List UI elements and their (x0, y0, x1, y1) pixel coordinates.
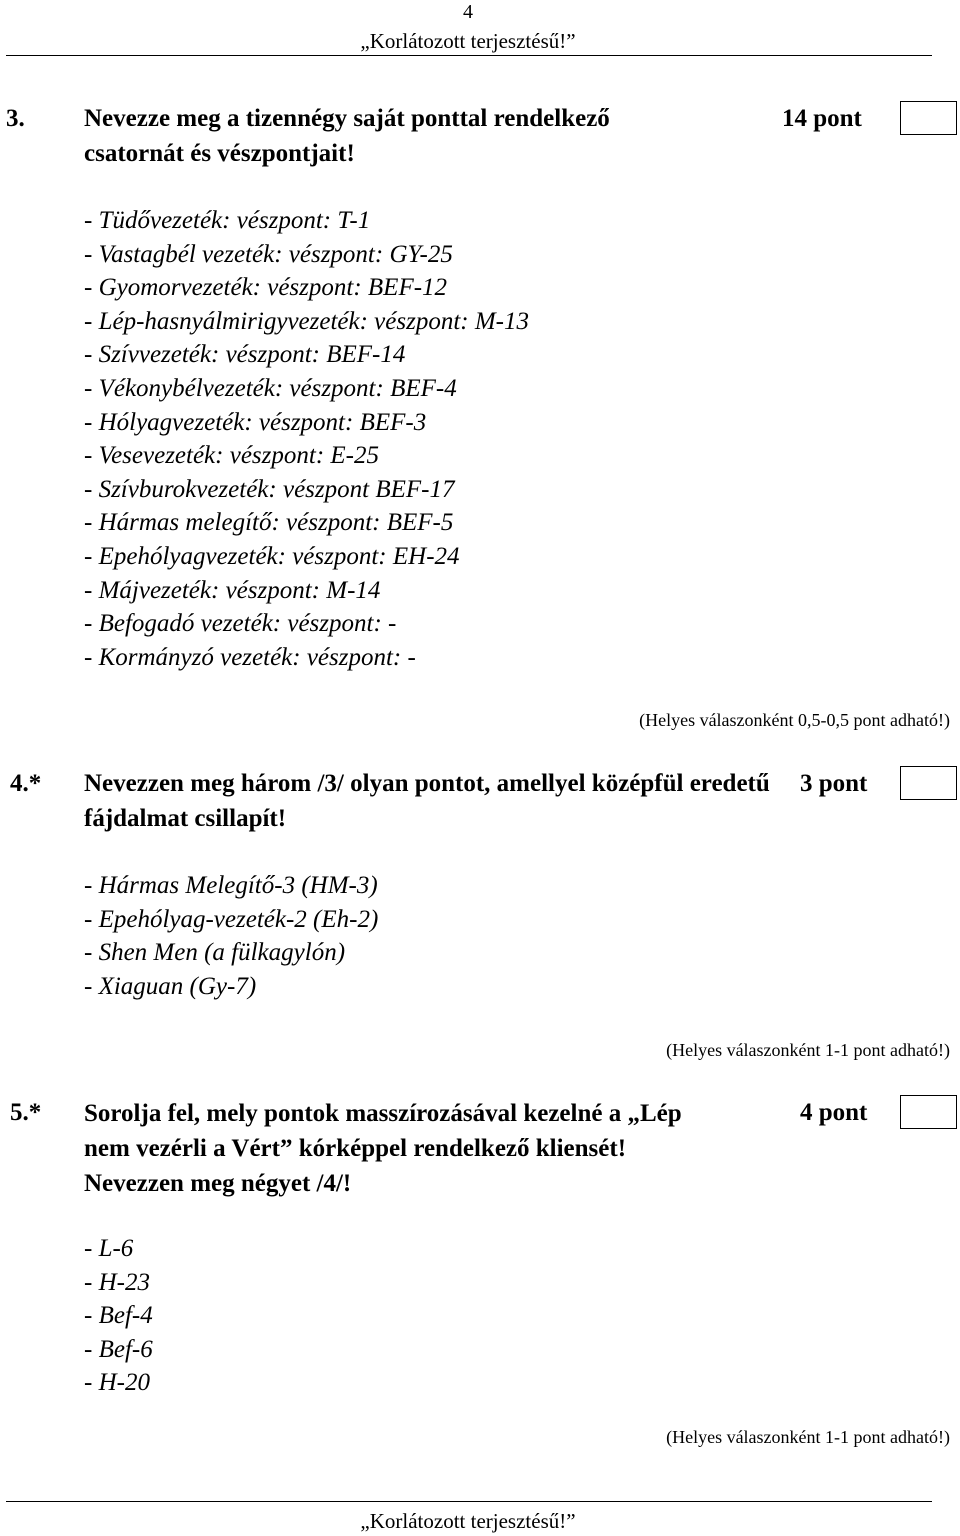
question-4-answers (84, 869, 378, 1003)
list-item: - Bef-4 (84, 1302, 153, 1330)
footer-rule (6, 1501, 932, 1502)
question-5-points: 4 pont (800, 1099, 868, 1126)
question-4-points: 3 pont (800, 770, 868, 797)
list-item: - Májvezeték: vészpont: M-14 (84, 576, 381, 604)
list-item: - Szívvezeték: vészpont: BEF-14 (84, 341, 406, 369)
list-item: - Vékonybélvezeték: vészpont: BEF-4 (84, 374, 457, 402)
list-item: - Kormányzó vezeték: vészpont: - (84, 643, 416, 671)
list-item: - Tüdővezeték: vészpont: T-1 (84, 207, 371, 234)
question-4-score-box[interactable] (900, 766, 957, 800)
list-item: - Vesevezeték: vészpont: E-25 (84, 442, 379, 470)
list-item: - Epehólyagvezeték: vészpont: EH-24 (84, 542, 460, 570)
question-4-number: 4.* (10, 770, 42, 797)
question-4-note: (Helyes válaszonként 1-1 pont adható!) (666, 1040, 950, 1060)
question-5-note: (Helyes válaszonként 1-1 pont adható!) (666, 1427, 950, 1447)
list-item: - Xiaguan (Gy-7) (84, 972, 257, 1000)
list-item: - Hármas melegítő: vészpont: BEF-5 (84, 509, 454, 537)
header-title: „Korlátozott terjesztésű!” (360, 29, 576, 53)
question-3-score-box[interactable] (900, 101, 957, 135)
list-item: - H-23 (84, 1268, 150, 1296)
question-5-answers (84, 1232, 153, 1400)
list-item: - L-6 (84, 1235, 134, 1262)
list-item: - Vastagbél vezeték: vészpont: GY-25 (84, 240, 453, 268)
question-3-text: Nevezze meg a tizennégy saját ponttal rendelkező csatornát és vészpontjait! (84, 105, 610, 167)
list-item: - Bef-6 (84, 1335, 153, 1363)
question-5-number: 5.* (10, 1099, 42, 1126)
list-item: - Hólyagvezeték: vészpont: BEF-3 (84, 408, 427, 436)
question-3-points: 14 pont (782, 105, 862, 132)
list-item: - Szívburokvezeték: vészpont BEF-17 (84, 475, 455, 503)
list-item: - Lép-hasnyálmirigyvezeték: vészpont: M-13 (84, 307, 529, 335)
footer-title: „Korlátozott terjesztésű!” (360, 1509, 576, 1533)
question-3-note: (Helyes válaszonként 0,5-0,5 pont adható!) (639, 710, 950, 730)
question-3-answers (84, 204, 529, 674)
list-item: - Shen Men (a fülkagylón) (84, 939, 346, 967)
question-4-text: Nevezzen meg három /3/ olyan pontot, amellyel középfül eredetű fájdalmat csillapít! (84, 770, 770, 832)
question-5-text: Sorolja fel, mely pontok masszírozásával kezelné a „Lép nem vezérli a Vért” kórképpel rendelkező kliensét! Nevezzen meg négyet /4/! (84, 1100, 682, 1197)
list-item: - Gyomorvezeték: vészpont: BEF-12 (84, 274, 448, 302)
question-5-score-box[interactable] (900, 1095, 957, 1129)
list-item: - Hármas Melegítő-3 (HM-3) (84, 872, 378, 899)
header-rule (6, 55, 932, 56)
list-item: - Epehólyag-vezeték-2 (Eh-2) (84, 905, 379, 933)
question-3-number: 3. (6, 105, 25, 132)
page-number: 4 (463, 1, 473, 23)
list-item: - Befogadó vezeték: vészpont: - (84, 610, 397, 638)
list-item: - H-20 (84, 1369, 150, 1397)
